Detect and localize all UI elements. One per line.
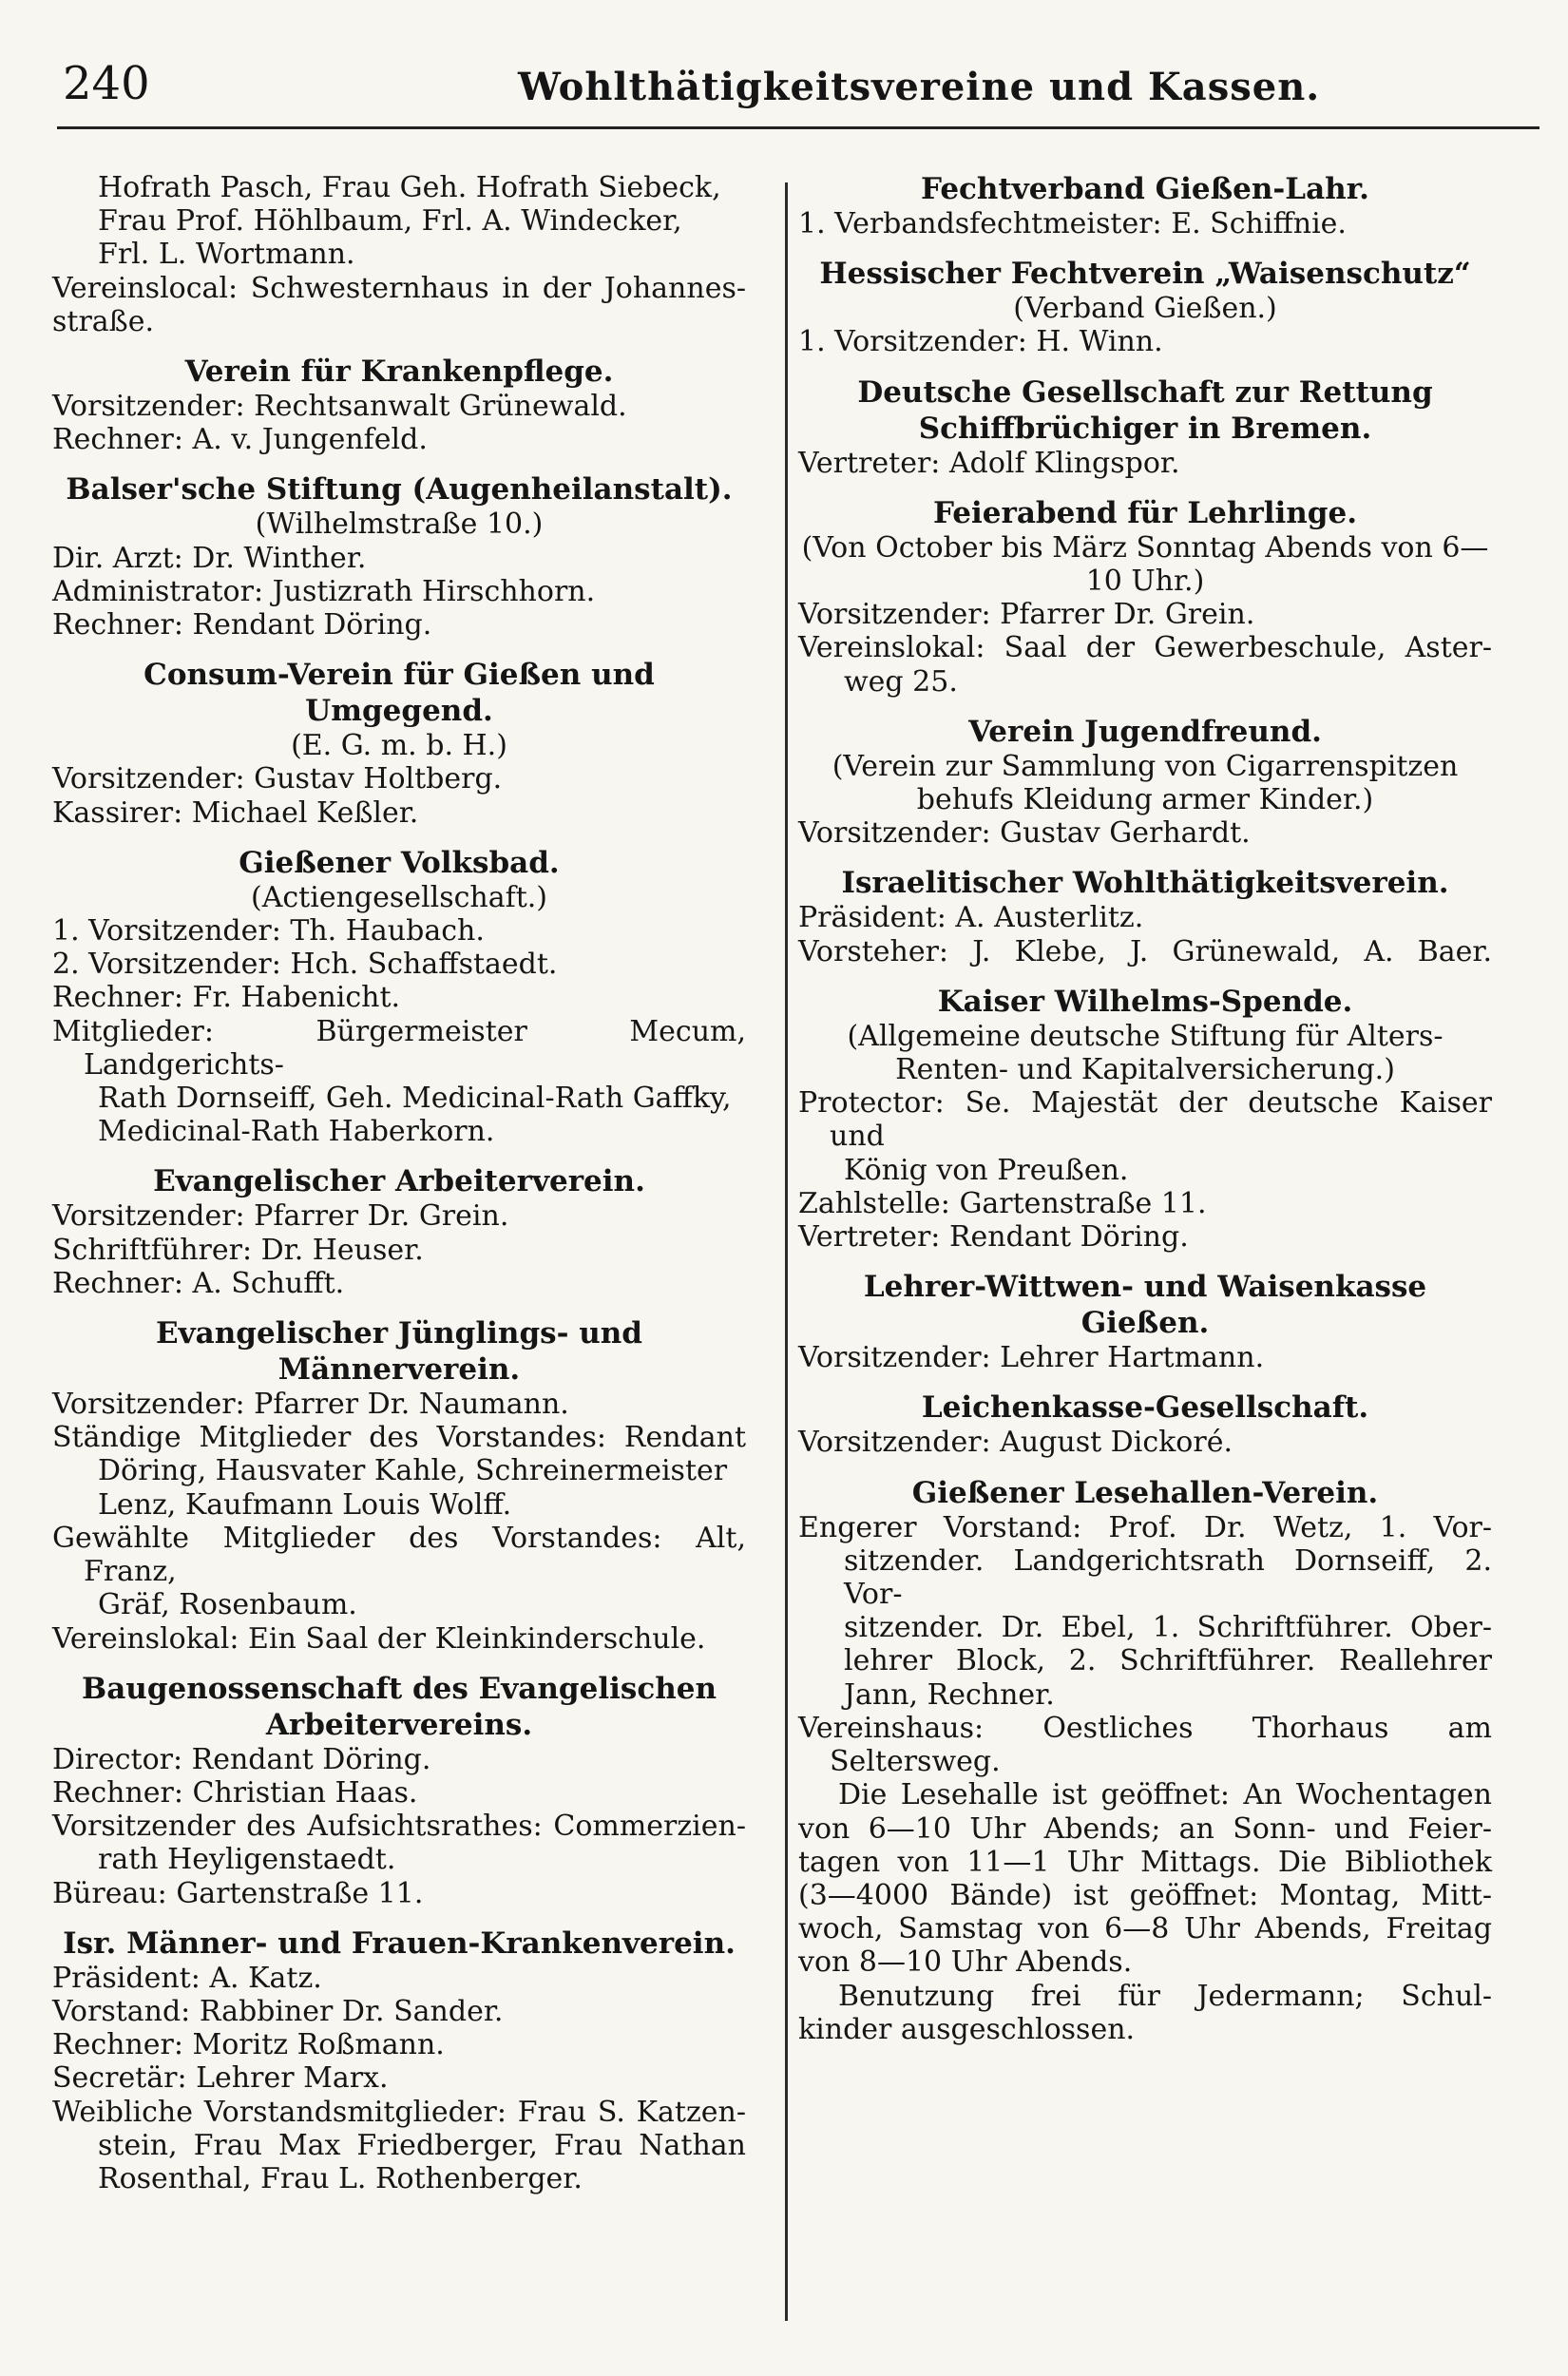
entry-title: Lehrer-Wittwen- und Waisenkasse Gießen. bbox=[863, 1270, 1427, 1341]
header-rule bbox=[57, 126, 1539, 129]
running-title: Wohlthätigkeitsvereine und Kassen. bbox=[518, 65, 1321, 109]
entry-line: (3—4000 Bände) ist geöffnet: Montag, Mitt- bbox=[798, 1878, 1492, 1912]
entry-subtitle: (Von October bis März Sonntag Abends von 6—10 Uhr.) bbox=[801, 530, 1489, 599]
entry-evangelischer-arbeiterverein bbox=[52, 1163, 746, 1300]
entry-line: sitzender. Dr. Ebel, 1. Schriftführer. Ober- bbox=[844, 1611, 1492, 1645]
entry-line: kinder ausgeschlossen. bbox=[798, 2012, 1136, 2046]
entry-kaiser-wilhelms-spende bbox=[798, 984, 1492, 1254]
entry-title: Balser'sche Stiftung (Augenheilanstalt). bbox=[66, 472, 733, 508]
entry-line: 2. Vorsitzender: Hch. Schaffstaedt. bbox=[52, 948, 558, 982]
entry-leichenkasse-gesellschaft bbox=[798, 1389, 1492, 1459]
entry-line: Präsident: A. Austerlitz. bbox=[798, 901, 1144, 935]
entry-line: Vorsitzender: August Dickoré. bbox=[798, 1426, 1233, 1460]
entry-verein-jugendfreund bbox=[798, 714, 1492, 851]
entry-line: Vorsitzender: Gustav Holtberg. bbox=[52, 762, 503, 796]
column-divider bbox=[785, 182, 788, 2321]
entry-line: Dir. Arzt: Dr. Winther. bbox=[52, 541, 367, 575]
entry-isr-m-nner-und-frauen-krankenverein bbox=[52, 1926, 746, 2195]
entry-line: sitzender. Landgerichtsrath Dornseiff, 2. Vor- bbox=[844, 1543, 1492, 1612]
entry-line: König von Preußen. bbox=[844, 1153, 1129, 1187]
entry-consum-verein-f-r-gie-en-und-umgegend bbox=[52, 657, 746, 830]
entry-subtitle: (E. G. m. b. H.) bbox=[291, 729, 507, 763]
entry-lehrer-wittwen-und-waisenkasse-gie-en bbox=[798, 1269, 1492, 1374]
entry-subtitle: (Verband Gießen.) bbox=[1013, 292, 1277, 326]
entry-subtitle: (Actiengesellschaft.) bbox=[251, 880, 547, 914]
entry-title: Kaiser Wilhelms-Spende. bbox=[937, 984, 1353, 1019]
entry-line: Vereinslokal: Ein Saal der Kleinkinderschule. bbox=[52, 1621, 706, 1656]
entry-line: Mitglieder: Bürgermeister Mecum, Landgerichts- bbox=[52, 1014, 746, 1082]
entry-continuation bbox=[52, 171, 746, 338]
entry-line: Vereinslocal: Schwesternhaus in der Johannes- bbox=[52, 271, 746, 305]
entry-line: Medicinal-Rath Haberkorn. bbox=[98, 1115, 495, 1149]
entry-evangelischer-j-nglings-und-m-nnerverein bbox=[52, 1315, 746, 1656]
entry-line: Vereinslokal: Saal der Gewerbeschule, Aster- bbox=[798, 631, 1492, 665]
entry-line: tagen von 11—1 Uhr Mittags. Die Bibliothek bbox=[798, 1845, 1492, 1879]
entry-line: Präsident: A. Katz. bbox=[52, 1961, 322, 1995]
entry-title: Deutsche Gesellschaft zur Rettung Schiffbrüchiger in Bremen. bbox=[857, 374, 1433, 446]
entry-title: Gießener Lesehallen-Verein. bbox=[911, 1475, 1379, 1510]
entry-line: Rechner: Christian Haas. bbox=[52, 1775, 418, 1810]
entry-line: Vorsitzender: Lehrer Hartmann. bbox=[798, 1341, 1265, 1375]
entry-line: Rechner: Moritz Roßmann. bbox=[52, 2028, 445, 2062]
entry-line: Ständige Mitglieder des Vorstandes: Rendant bbox=[52, 1421, 746, 1455]
entry-verein-f-r-krankenpflege bbox=[52, 354, 746, 456]
entry-line: Vorsitzender: Gustav Gerhardt. bbox=[798, 816, 1251, 851]
entry-israelitischer-wohlth-tigkeitsverein bbox=[798, 865, 1492, 968]
entry-line: Jann, Rechner. bbox=[844, 1677, 1055, 1712]
entry-line: Rechner: Rendant Döring. bbox=[52, 608, 432, 642]
entry-line: Vorsitzender: Pfarrer Dr. Naumann. bbox=[52, 1388, 569, 1422]
entry-line: von 6—10 Uhr Abends; an Sonn- und Feier- bbox=[798, 1811, 1492, 1846]
entry-title: Evangelischer Arbeiterverein. bbox=[153, 1164, 645, 1199]
entry-line: Secretär: Lehrer Marx. bbox=[52, 2061, 389, 2096]
entry-line: Vereinshaus: Oestliches Thorhaus am Seltersweg. bbox=[798, 1711, 1492, 1779]
entry-line: rath Heyligenstaedt. bbox=[98, 1843, 396, 1877]
entry-title: Consum-Verein für Gießen und Umgegend. bbox=[143, 658, 655, 729]
entry-line: Benutzung frei für Jedermann; Schul- bbox=[838, 1979, 1492, 2013]
entry-line: Engerer Vorstand: Prof. Dr. Wetz, 1. Vor- bbox=[798, 1510, 1492, 1544]
entry-feierabend-f-r-lehrlinge bbox=[798, 495, 1492, 699]
entry-subtitle: (Verein zur Sammlung von Cigarrenspitzen behufs Kleidung armer Kinder.) bbox=[832, 749, 1459, 817]
entry-title: Hessischer Fechtverein „Waisenschutz“ bbox=[819, 257, 1471, 292]
entry-line: Administrator: Justizrath Hirschhorn. bbox=[52, 574, 596, 608]
entry-title: Evangelischer Jünglings- und Männerverein. bbox=[156, 1316, 642, 1388]
entry-line: lehrer Block, 2. Schriftführer. Reallehrer bbox=[844, 1644, 1492, 1678]
entry-line: straße. bbox=[52, 304, 155, 338]
entry-line: 1. Vorsitzender: H. Winn. bbox=[798, 325, 1163, 359]
entry-gie-ener-lesehallen-verein bbox=[798, 1475, 1492, 2046]
entry-line: weg 25. bbox=[844, 664, 958, 699]
entry-line: Protector: Se. Majestät der deutsche Kaiser und bbox=[798, 1086, 1492, 1154]
entry-line: Kassirer: Michael Keßler. bbox=[52, 795, 419, 830]
entry-line: Rechner: A. v. Jungenfeld. bbox=[52, 423, 428, 457]
entry-line: von 8—10 Uhr Abends. bbox=[798, 1945, 1133, 1980]
left-column bbox=[52, 171, 746, 2195]
entry-line: Vorsteher: J. Klebe, J. Grünewald, A. Baer. bbox=[798, 934, 1492, 968]
page-number: 240 bbox=[63, 57, 150, 110]
entry-line: Vertreter: Adolf Klingspor. bbox=[798, 446, 1180, 480]
entry-line: Vorsitzender des Aufsichtsrathes: Commerzien- bbox=[52, 1810, 746, 1844]
entry-subtitle: (Wilhelmstraße 10.) bbox=[255, 508, 544, 542]
entry-title: Israelitischer Wohlthätigkeitsverein. bbox=[841, 866, 1449, 901]
entry-line: Vertreter: Rendant Döring. bbox=[798, 1220, 1189, 1255]
entry-line: Rosenthal, Frau L. Rothenberger. bbox=[98, 2161, 583, 2195]
entry-title: Baugenossenschaft des Evangelischen Arbeitervereins. bbox=[82, 1671, 717, 1742]
entry-line: Frl. L. Wortmann. bbox=[98, 238, 355, 272]
entry-line: Director: Rendant Döring. bbox=[52, 1742, 431, 1776]
entry-title: Gießener Volksbad. bbox=[239, 845, 560, 880]
entry-line: Gewählte Mitglieder des Vorstandes: Alt, Franz, bbox=[52, 1521, 746, 1589]
entry-line: Vorsitzender: Pfarrer Dr. Grein. bbox=[798, 598, 1255, 632]
entry-title: Verein für Krankenpflege. bbox=[184, 354, 614, 390]
entry-line: Lenz, Kaufmann Louis Wolff. bbox=[98, 1487, 512, 1522]
entry-line: Rechner: A. Schufft. bbox=[52, 1266, 345, 1300]
entry-line: Gräf, Rosenbaum. bbox=[98, 1588, 357, 1622]
entry-line: Döring, Hausvater Kahle, Schreinermeister bbox=[98, 1454, 728, 1488]
right-column bbox=[798, 171, 1492, 2046]
entry-baugenossenschaft-des-evangelischen-arbe bbox=[52, 1671, 746, 1910]
entry-line: Weibliche Vorstandsmitglieder: Frau S. Katzen- bbox=[52, 2095, 746, 2129]
entry-line: 1. Verbandsfechtmeister: E. Schiffnie. bbox=[798, 207, 1347, 240]
entry-line: Schriftführer: Dr. Heuser. bbox=[52, 1233, 424, 1267]
entry-hessischer-fechtverein-waisenschutz bbox=[798, 256, 1492, 358]
entry-balser-sche-stiftung-augenheilanstalt bbox=[52, 471, 746, 642]
entry-line: Die Lesehalle ist geöffnet: An Wochentagen bbox=[838, 1778, 1492, 1812]
entry-fechtverband-gie-en-lahr bbox=[798, 171, 1492, 240]
entry-line: Rechner: Fr. Habenicht. bbox=[52, 981, 401, 1015]
entry-title: Feierabend für Lehrlinge. bbox=[932, 495, 1358, 530]
entry-line: 1. Vorsitzender: Th. Haubach. bbox=[52, 914, 485, 948]
entry-deutsche-gesellschaft-zur-rettung-schiff bbox=[798, 374, 1492, 480]
entry-line: Vorsitzender: Pfarrer Dr. Grein. bbox=[52, 1199, 509, 1234]
entry-line: Frau Prof. Höhlbaum, Frl. A. Windecker, bbox=[98, 204, 682, 239]
entry-line: Vorstand: Rabbiner Dr. Sander. bbox=[52, 1994, 504, 2028]
entry-subtitle: (Allgemeine deutsche Stiftung für Alters-Renten- und Kapitalversicherung.) bbox=[847, 1019, 1444, 1087]
entry-title: Verein Jugendfreund. bbox=[968, 714, 1322, 749]
entry-line: Rath Dornseiff, Geh. Medicinal-Rath Gaffky, bbox=[98, 1082, 732, 1116]
entry-line: Hofrath Pasch, Frau Geh. Hofrath Siebeck, bbox=[98, 171, 721, 204]
entry-line: Vorsitzender: Rechtsanwalt Grünewald. bbox=[52, 390, 627, 424]
entry-line: woch, Samstag von 6—8 Uhr Abends, Freitag bbox=[798, 1912, 1492, 1946]
entry-title: Leichenkasse-Gesellschaft. bbox=[921, 1390, 1369, 1426]
entry-title: Isr. Männer- und Frauen-Krankenverein. bbox=[63, 1926, 736, 1961]
entry-line: Zahlstelle: Gartenstraße 11. bbox=[798, 1186, 1207, 1220]
entry-line: stein, Frau Max Friedberger, Frau Nathan bbox=[98, 2128, 746, 2162]
entry-title: Fechtverband Gießen-Lahr. bbox=[921, 172, 1369, 206]
entry-line: Büreau: Gartenstraße 11. bbox=[52, 1876, 424, 1910]
entry-gie-ener-volksbad bbox=[52, 845, 746, 1149]
